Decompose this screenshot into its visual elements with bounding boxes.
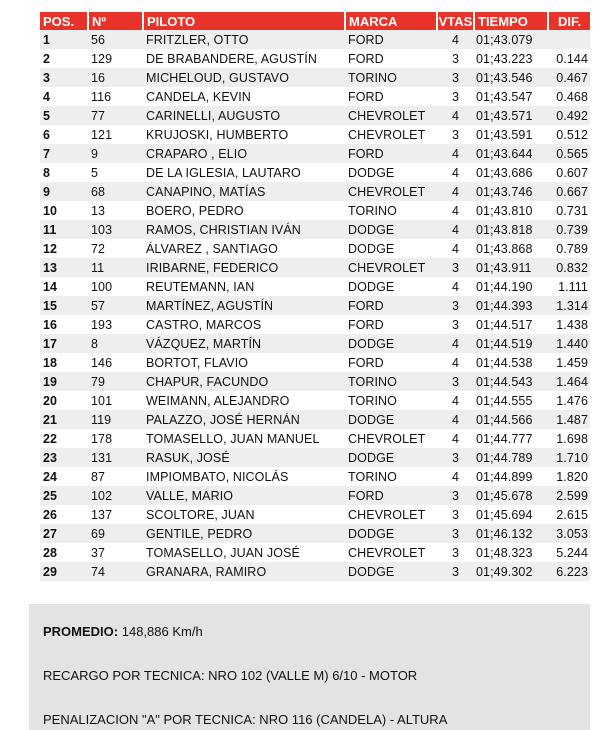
table-row [40,125,590,144]
cell-diff: 0.667 [548,182,590,201]
cell-time: 01;44.555 [476,393,533,408]
table-row [40,239,590,258]
cell-position: 18 [43,355,58,370]
average-speed-line [43,624,203,639]
cell-diff: 1.459 [556,355,588,370]
cell-car-number: 69 [88,524,143,543]
cell-driver: DE BRABANDERE, AGUSTÍN [146,51,317,66]
cell-position: 11 [40,220,88,239]
cell-time: 01;43.644 [474,144,548,163]
cell-car-number: 116 [91,89,112,104]
cell-time: 01;43.223 [476,51,533,66]
cell-time: 01;44.517 [476,317,533,332]
cell-time: 01;43.686 [476,165,533,180]
table-row [40,258,590,277]
technical-surcharge-note: RECARGO POR TECNICA: NRO 102 (VALLE M) 6/10 - MOTOR [43,668,418,683]
cell-position: 9 [40,182,88,201]
table-row [40,220,590,239]
cell-position: 28 [43,545,58,560]
cell-diff: 6.223 [548,562,590,581]
cell-car-number: 146 [91,355,113,370]
table-row [40,315,590,334]
cell-position: 27 [40,524,88,543]
header-row [40,12,590,30]
cell-time: 01;43.810 [476,203,533,218]
cell-diff: 3.053 [548,524,590,543]
cell-laps: 3 [437,372,474,391]
cell-laps: 3 [451,317,460,332]
cell-position: 16 [43,317,58,332]
cell-brand: FORD [348,51,384,66]
cell-driver: IRIBARNE, FEDERICO [143,258,345,277]
cell-time: 01;44.777 [476,431,533,446]
cell-position: 14 [43,279,58,294]
cell-diff: 1.698 [556,431,588,446]
cell-diff: 0.468 [556,89,588,104]
cell-brand: FORD [348,89,384,104]
results-table-header [40,12,590,30]
cell-time: 01;46.132 [474,524,548,543]
cell-diff: 1.438 [556,317,588,332]
column-header-diff: DIF. [548,12,590,30]
cell-diff: 1.111 [558,279,588,294]
results-table-body [40,30,590,581]
cell-position: 23 [40,448,88,467]
cell-laps: 4 [437,334,474,353]
cell-brand: CHEVROLET [345,182,437,201]
table-row [40,182,590,201]
table-row [40,30,590,49]
cell-brand: CHEVROLET [348,431,426,446]
table-row [40,163,590,182]
table-row [40,49,590,68]
cell-time: 01;44.519 [474,334,548,353]
cell-position: 12 [43,241,58,256]
cell-driver: TOMASELLO, JUAN MANUEL [146,431,320,446]
cell-time: 01;44.190 [476,279,533,294]
cell-position: 7 [40,144,88,163]
cell-driver: RAMOS, CHRISTIAN IVÁN [143,220,345,239]
cell-car-number: 16 [88,68,143,87]
cell-brand: FORD [348,355,384,370]
cell-laps: 4 [437,106,474,125]
cell-car-number: 129 [91,51,113,66]
cell-time: 01;44.566 [474,410,548,429]
cell-time: 01;44.899 [476,469,533,484]
cell-driver: CANAPINO, MATÍAS [143,182,345,201]
cell-car-number: 121 [91,127,113,142]
cell-driver: FRITZLER, OTTO [143,30,345,49]
cell-driver: CANDELA, KEVIN [146,89,251,104]
cell-car-number: 77 [88,106,143,125]
cell-brand: TORINO [348,469,397,484]
cell-brand: CHEVROLET [345,106,437,125]
cell-driver: DE LA IGLESIA, LAUTARO [146,165,301,180]
cell-brand: DODGE [348,165,395,180]
cell-diff: 5.244 [556,545,588,560]
cell-car-number: 119 [88,410,143,429]
cell-diff: 1.464 [548,372,590,391]
cell-car-number: 11 [88,258,143,277]
cell-driver: BOERO, PEDRO [146,203,244,218]
cell-laps: 4 [451,393,460,408]
table-row [40,106,590,125]
cell-brand: TORINO [348,203,397,218]
table-row [40,144,590,163]
cell-time: 01;44.538 [476,355,533,370]
table-row [40,467,590,486]
column-header-laps: VTAS [438,13,473,29]
cell-laps: 4 [437,220,474,239]
cell-driver: ÁLVAREZ , SANTIAGO [146,241,278,256]
cell-diff: 1.440 [548,334,590,353]
column-header-number: Nº [88,12,143,30]
cell-brand: FORD [348,317,384,332]
cell-position: 20 [43,393,58,408]
table-row [40,543,590,562]
cell-laps: 3 [451,89,460,104]
cell-position: 3 [40,68,88,87]
cell-brand: TORINO [345,68,437,87]
table-row [40,410,590,429]
cell-position: 4 [43,89,51,104]
cell-brand: FORD [345,144,437,163]
table-row [40,201,590,220]
table-row [40,296,590,315]
cell-brand: FORD [345,30,437,49]
table-row [40,524,590,543]
cell-position: 19 [40,372,88,391]
cell-diff: 1.487 [548,410,590,429]
cell-laps: 3 [437,562,474,581]
cell-diff: 1.710 [548,448,590,467]
cell-position: 8 [43,165,51,180]
cell-car-number: 8 [88,334,143,353]
cell-laps: 3 [451,51,460,66]
cell-position: 26 [43,507,58,522]
race-summary-panel [29,604,590,730]
cell-position: 21 [40,410,88,429]
cell-time: 01;44.543 [474,372,548,391]
cell-laps: 4 [451,165,460,180]
cell-diff: 0.607 [556,165,588,180]
cell-car-number: 13 [91,203,106,218]
column-header-driver: PILOTO [143,12,345,30]
column-header-brand: MARCA [345,12,437,30]
cell-time: 01;44.393 [474,296,548,315]
cell-laps: 4 [451,279,460,294]
cell-laps: 3 [451,127,460,142]
cell-position: 5 [40,106,88,125]
table-row [40,372,590,391]
cell-car-number: 57 [88,296,143,315]
table-row [40,486,590,505]
table-row [40,505,590,524]
cell-diff [548,30,590,49]
cell-laps: 4 [451,203,460,218]
cell-position: 24 [43,469,58,484]
technical-penalty-note: PENALIZACION "A" POR TECNICA: NRO 116 (CANDELA) - ALTURA [43,712,448,727]
cell-diff: 2.599 [548,486,590,505]
cell-car-number: 87 [91,469,106,484]
cell-driver: GRANARA, RAMIRO [143,562,345,581]
cell-laps: 4 [437,182,474,201]
cell-laps: 4 [437,410,474,429]
table-row [40,448,590,467]
cell-laps: 3 [437,258,474,277]
cell-laps: 3 [437,296,474,315]
cell-car-number: 103 [88,220,143,239]
cell-time: 01;48.323 [476,545,533,560]
cell-laps: 3 [437,68,474,87]
cell-driver: BORTOT, FLAVIO [146,355,249,370]
cell-brand: DODGE [345,334,437,353]
cell-diff: 1.476 [556,393,588,408]
cell-driver: CHAPUR, FACUNDO [143,372,345,391]
cell-time: 01;45.694 [476,507,533,522]
cell-brand: DODGE [348,241,395,256]
table-row [40,68,590,87]
average-speed-label: PROMEDIO: [43,624,119,639]
cell-laps: 3 [437,524,474,543]
cell-driver: CARINELLI, AUGUSTO [143,106,345,125]
cell-brand: CHEVROLET [348,507,426,522]
cell-time: 01;43.868 [476,241,533,256]
cell-brand: DODGE [345,448,437,467]
cell-diff: 2.615 [556,507,588,522]
cell-laps: 3 [451,545,460,560]
cell-diff: 0.565 [548,144,590,163]
cell-car-number: 131 [88,448,143,467]
cell-driver: GENTILE, PEDRO [143,524,345,543]
cell-brand: CHEVROLET [348,127,426,142]
cell-brand: TORINO [345,372,437,391]
cell-driver: REUTEMANN, IAN [146,279,255,294]
table-row [40,391,590,410]
cell-time: 01;49.302 [474,562,548,581]
cell-car-number: 101 [91,393,113,408]
cell-driver: WEIMANN, ALEJANDRO [146,393,290,408]
table-row [40,87,590,106]
cell-driver: IMPIOMBATO, NICOLÁS [146,469,289,484]
results-table [40,12,590,581]
cell-laps: 4 [451,469,460,484]
cell-diff: 0.467 [548,68,590,87]
cell-driver: VALLE, MARIO [143,486,345,505]
average-speed-value: 148,886 Km/h [121,624,203,639]
cell-laps: 4 [451,355,460,370]
cell-car-number: 9 [88,144,143,163]
cell-car-number: 72 [91,241,106,256]
table-row [40,562,590,581]
column-header-time: TIEMPO [474,12,548,30]
cell-car-number: 74 [88,562,143,581]
cell-diff: 0.731 [556,203,588,218]
cell-laps: 4 [437,144,474,163]
cell-position: 29 [40,562,88,581]
cell-position: 2 [43,51,51,66]
cell-brand: DODGE [345,220,437,239]
cell-laps: 3 [437,486,474,505]
cell-car-number: 193 [91,317,113,332]
cell-car-number: 68 [88,182,143,201]
cell-driver: MICHELOUD, GUSTAVO [143,68,345,87]
cell-driver: CASTRO, MARCOS [146,317,262,332]
cell-car-number: 79 [88,372,143,391]
cell-brand: FORD [345,296,437,315]
cell-time: 01;43.591 [476,127,533,142]
cell-time: 01;43.911 [474,258,548,277]
cell-time: 01;43.818 [474,220,548,239]
cell-time: 01;45.678 [474,486,548,505]
cell-brand: DODGE [345,410,437,429]
cell-car-number: 5 [91,165,99,180]
cell-driver: RASUK, JOSÉ [143,448,345,467]
cell-brand: CHEVROLET [348,545,426,560]
cell-diff: 0.144 [556,51,588,66]
cell-laps: 3 [437,448,474,467]
cell-diff: 0.512 [556,127,588,142]
cell-position: 22 [43,431,58,446]
cell-position: 15 [40,296,88,315]
cell-diff: 0.492 [548,106,590,125]
cell-time: 01;44.789 [474,448,548,467]
cell-brand: FORD [345,486,437,505]
table-row [40,334,590,353]
cell-position: 10 [43,203,58,218]
cell-laps: 4 [451,431,460,446]
cell-driver: SCOLTORE, JUAN [146,507,255,522]
cell-position: 6 [43,127,51,142]
cell-position: 25 [40,486,88,505]
cell-position: 13 [40,258,88,277]
cell-car-number: 37 [91,545,106,560]
cell-driver: PALAZZO, JOSÉ HERNÁN [143,410,345,429]
cell-brand: DODGE [345,562,437,581]
cell-position: 1 [40,30,88,49]
cell-time: 01;43.746 [474,182,548,201]
cell-driver: VÁZQUEZ, MARTÍN [143,334,345,353]
cell-diff: 0.832 [548,258,590,277]
cell-brand: CHEVROLET [345,258,437,277]
cell-car-number: 56 [88,30,143,49]
cell-brand: TORINO [348,393,397,408]
cell-driver: TOMASELLO, JUAN JOSÉ [146,545,300,560]
cell-time: 01;43.546 [474,68,548,87]
cell-driver: KRUJOSKI, HUMBERTO [146,127,289,142]
cell-car-number: 137 [91,507,113,522]
cell-position: 17 [40,334,88,353]
cell-car-number: 100 [91,279,113,294]
cell-laps: 4 [451,241,460,256]
cell-brand: DODGE [345,524,437,543]
table-row [40,353,590,372]
cell-diff: 0.739 [548,220,590,239]
cell-brand: DODGE [348,279,395,294]
cell-diff: 1.820 [556,469,588,484]
cell-diff: 0.789 [556,241,588,256]
column-header-pos: POS. [40,12,88,30]
cell-time: 01;43.079 [474,30,548,49]
cell-time: 01;43.571 [474,106,548,125]
table-row [40,277,590,296]
cell-diff: 1.314 [548,296,590,315]
cell-driver: MARTÍNEZ, AGUSTÍN [143,296,345,315]
cell-laps: 4 [437,30,474,49]
cell-driver: CRAPARO , ELIO [143,144,345,163]
cell-car-number: 102 [88,486,143,505]
cell-car-number: 178 [91,431,113,446]
cell-laps: 3 [451,507,460,522]
table-row [40,429,590,448]
cell-time: 01;43.547 [476,89,533,104]
